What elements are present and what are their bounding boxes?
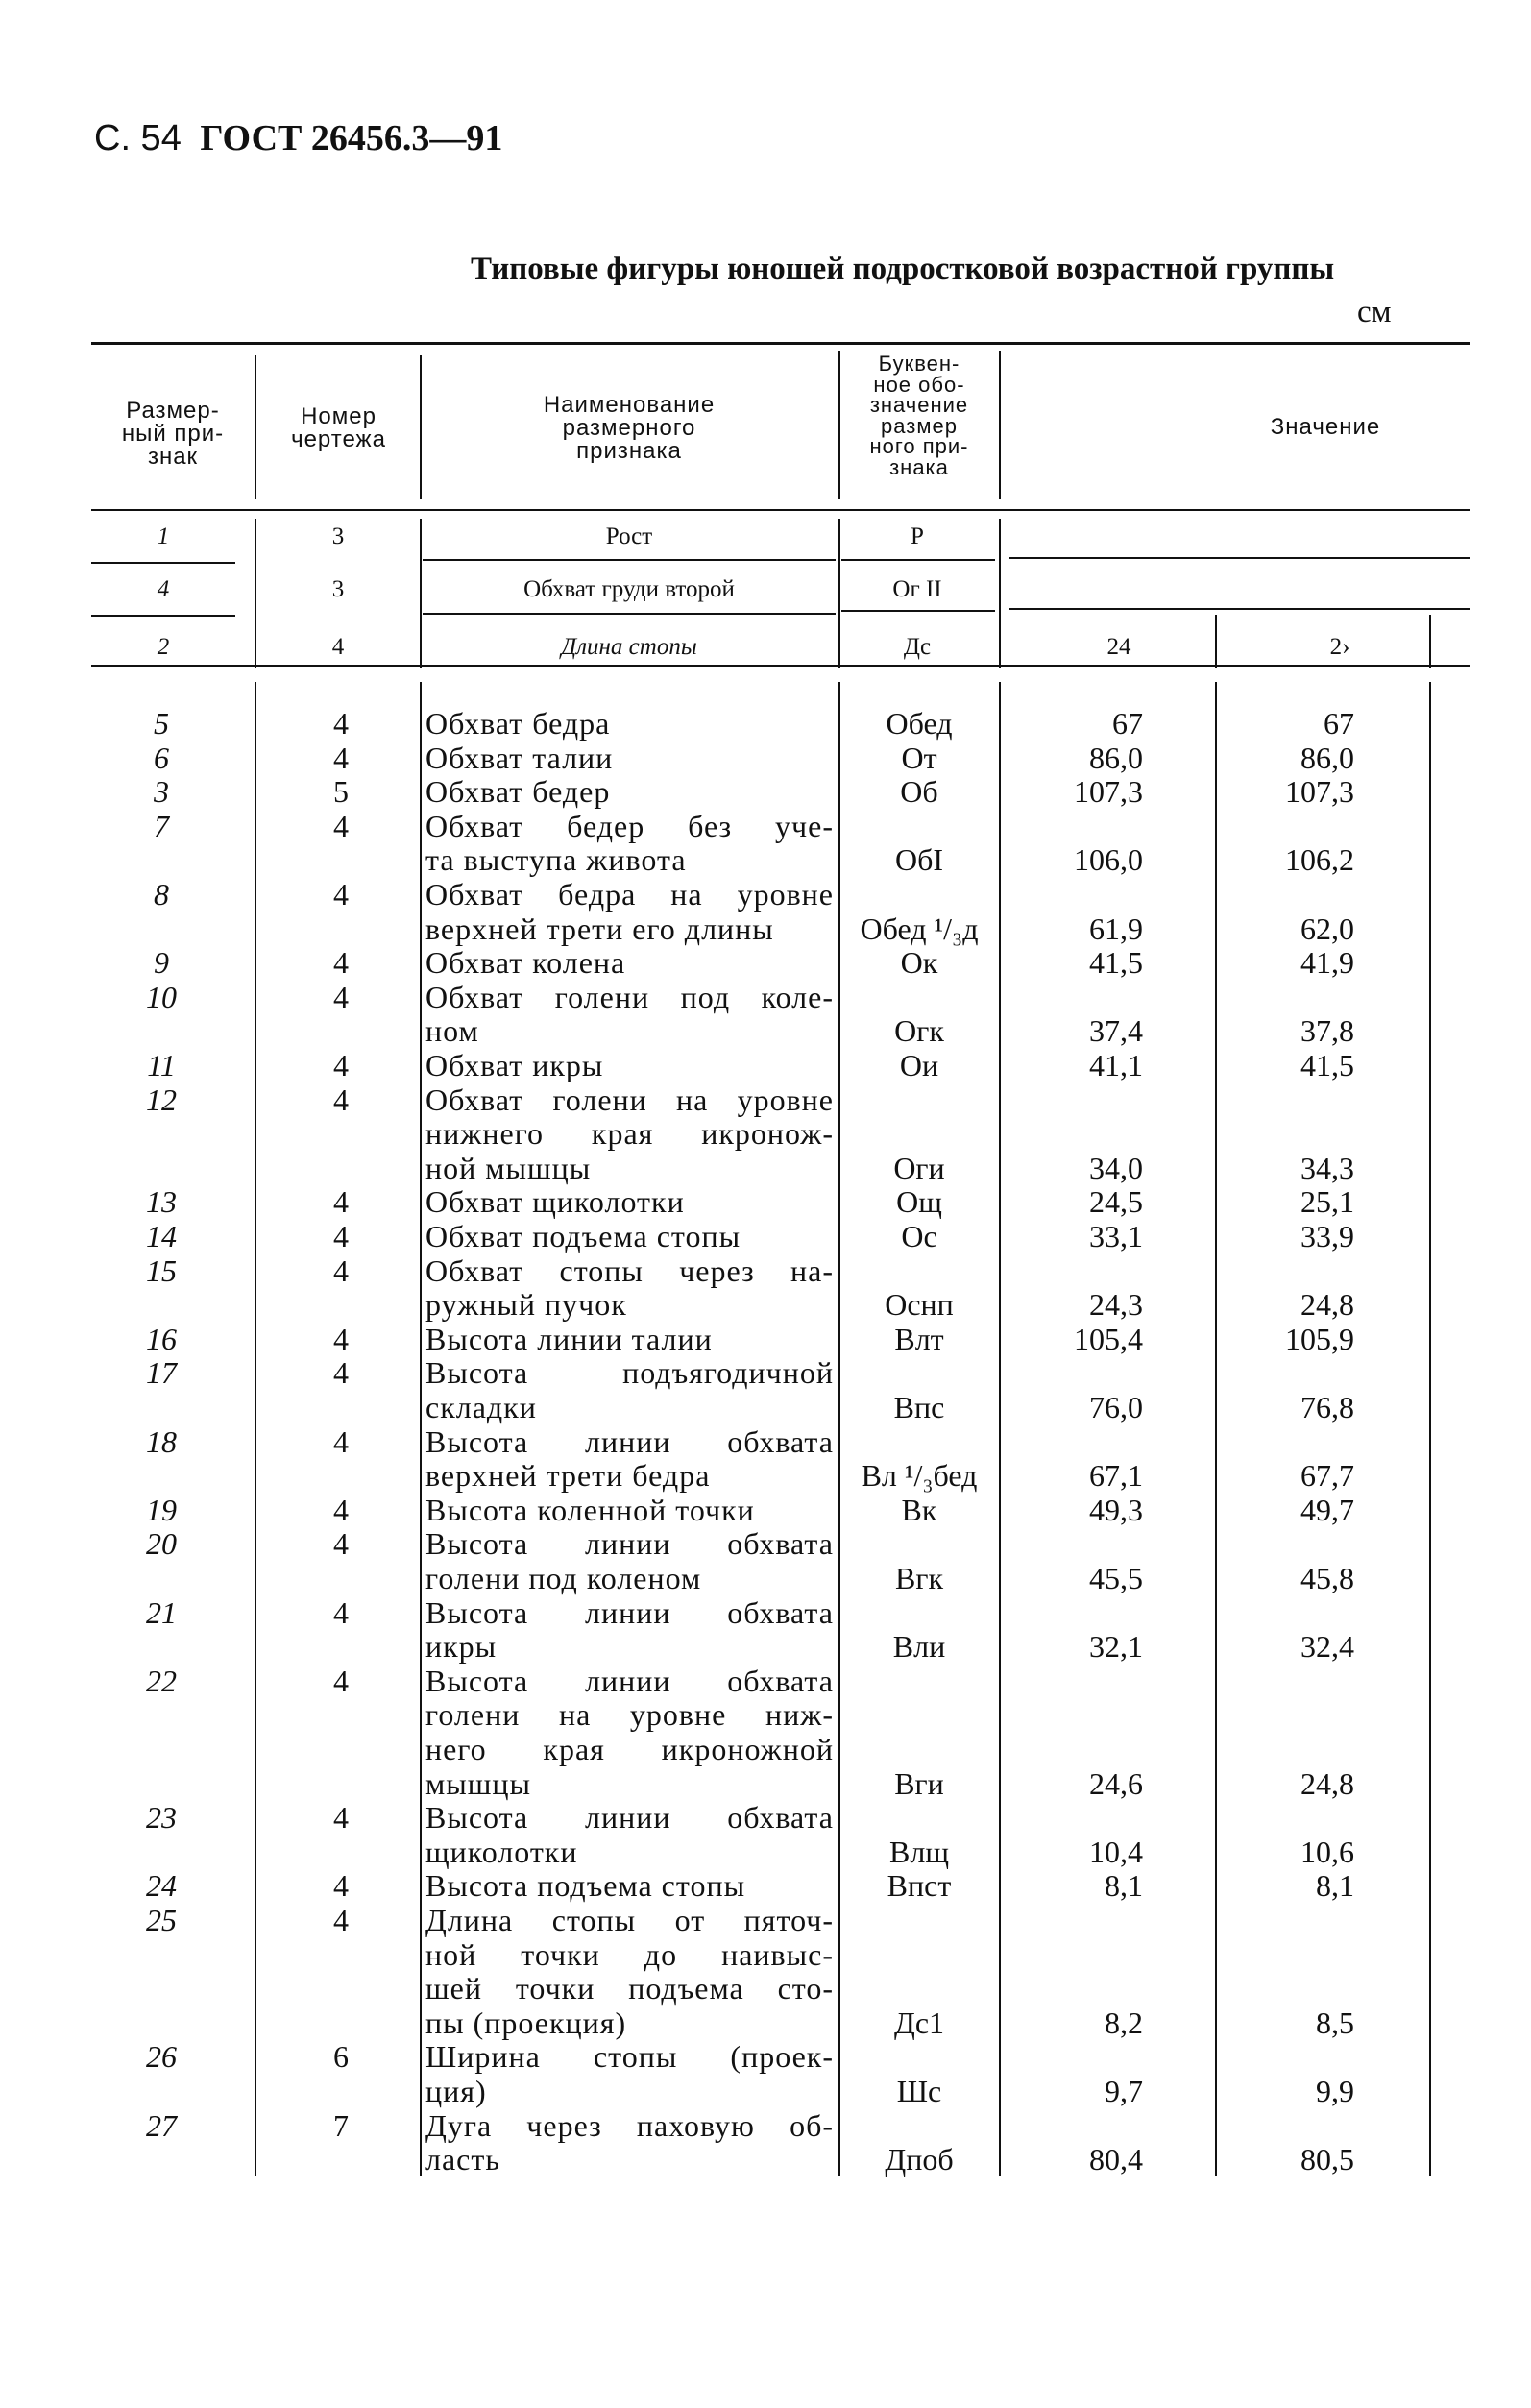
- table-title: Типовые фигуры юношей подростковой возрастной группы: [471, 252, 1335, 286]
- row-num: 9: [154, 945, 169, 981]
- row-code: Вгк: [894, 1560, 943, 1595]
- table-row: [0, 1527, 1531, 1595]
- units-label: см: [1357, 295, 1392, 329]
- row-drawing: 4: [333, 945, 349, 981]
- header-divider-3: [838, 351, 840, 499]
- rule: [91, 615, 235, 617]
- row-num: 24: [146, 1868, 177, 1904]
- row-num: 1: [157, 523, 170, 549]
- row-num: 11: [147, 1048, 176, 1082]
- row-value-2: 45,8: [1300, 1560, 1354, 1595]
- row-drawing: 4: [333, 1492, 349, 1527]
- row-value-1: 24,3: [1089, 1287, 1143, 1323]
- row-name: Обхват бедер без уче- та выступа живота: [425, 808, 834, 878]
- table-row: [0, 981, 1531, 1049]
- row-name: Обхват бедер: [425, 774, 611, 810]
- row-code: Вги: [894, 1765, 944, 1801]
- table-top-rule: [91, 342, 1470, 345]
- row-drawing: 7: [333, 2107, 349, 2143]
- row-value-1: 9,7: [1105, 2073, 1143, 2108]
- table-row: [0, 1356, 1531, 1424]
- row-num: 3: [154, 774, 169, 810]
- table-row: [0, 2040, 1531, 2108]
- row-drawing: 4: [333, 1903, 349, 1937]
- row-drawing: 4: [333, 706, 349, 741]
- row-value-2: 106,2: [1285, 842, 1354, 878]
- row-code: Ок: [900, 945, 938, 981]
- row-num: 7: [154, 808, 169, 843]
- table-row: [0, 1494, 1531, 1528]
- row-name: Рост: [605, 523, 653, 549]
- row-num: 14: [146, 1219, 177, 1253]
- header-divider-2: [420, 355, 422, 499]
- row-value-2: 32,4: [1300, 1629, 1354, 1665]
- header-bottom-rule: [91, 509, 1470, 511]
- row-num: 26: [146, 2039, 177, 2075]
- row-value-1: 86,0: [1089, 740, 1143, 775]
- row-drawing: 4: [333, 1800, 349, 1836]
- row-code: Вк: [901, 1492, 937, 1527]
- row-drawing: 4: [333, 808, 349, 843]
- table-row: [0, 946, 1531, 981]
- row-name: Обхват колена: [425, 945, 626, 981]
- table-row: [0, 775, 1531, 810]
- row-value-2: 67: [1324, 706, 1354, 741]
- row-code: Р: [911, 523, 924, 549]
- row-name: Ширина стопы (проек- ция): [425, 2039, 834, 2108]
- row-num: 16: [146, 1321, 177, 1356]
- row-code: Впст: [887, 1868, 952, 1904]
- header-name: Наименование размерного признака: [543, 392, 716, 464]
- row-drawing: 5: [333, 774, 349, 810]
- row-value-2: 24,8: [1300, 1765, 1354, 1801]
- rule: [1009, 557, 1470, 559]
- row-name: Обхват голени под коле- ном: [425, 979, 834, 1049]
- row-name: Высота подъягодичной складки: [425, 1355, 834, 1424]
- row-value-2: 2›: [1329, 634, 1350, 660]
- row-value-2: 33,9: [1300, 1219, 1354, 1253]
- row-name: Обхват бедра на уровне верхней трети его длины: [425, 877, 834, 946]
- row-value-1: 76,0: [1089, 1389, 1143, 1424]
- row-value-1: 61,9: [1089, 911, 1143, 946]
- rule: [841, 610, 995, 612]
- row-drawing: 3: [331, 523, 345, 549]
- row-name: Высота линии обхвата голени на уровне ниж- него края икроножной мышцы: [425, 1663, 834, 1801]
- row-code: Ои: [899, 1048, 939, 1082]
- row-code: Ог II: [892, 576, 942, 602]
- row-num: 5: [154, 706, 169, 741]
- row-code: Дпоб: [885, 2142, 954, 2177]
- header-divider-4: [999, 351, 1001, 499]
- row-name: Высота коленной точки: [425, 1492, 755, 1527]
- row-name: Высота линии обхвата икры: [425, 1594, 834, 1665]
- row-name: Обхват бедра: [425, 706, 611, 741]
- row-code: От: [901, 740, 937, 775]
- row-value-1: 107,3: [1074, 774, 1143, 810]
- row-value-2: 9,9: [1316, 2073, 1354, 2108]
- rule: [423, 559, 836, 561]
- row-drawing: 4: [333, 877, 349, 912]
- row-value-1: 34,0: [1089, 1150, 1143, 1185]
- row-num: 22: [146, 1663, 177, 1698]
- row-drawing: 4: [333, 1423, 349, 1459]
- row-name: Обхват груди второй: [523, 576, 735, 602]
- row-value-2: 8,5: [1316, 2005, 1354, 2040]
- row-name: Высота линии обхвата верхней трети бедра: [425, 1423, 834, 1494]
- table-row: [0, 1425, 1531, 1494]
- header-drawing-no: Номер чертежа: [291, 403, 386, 452]
- row-num: 20: [146, 1526, 177, 1562]
- row-code: Обед: [886, 706, 953, 741]
- row-value-1: 80,4: [1089, 2142, 1143, 2177]
- header-divider-1: [255, 355, 256, 499]
- row-code: Оснп: [885, 1287, 954, 1323]
- row-name: Длина стопы: [561, 634, 697, 660]
- row-code: Вл ¹/₃бед: [861, 1458, 978, 1494]
- row-value-2: 25,1: [1300, 1184, 1354, 1220]
- table-row: [0, 1323, 1531, 1357]
- table-row: [0, 1665, 1531, 1801]
- row-num: 13: [146, 1184, 177, 1220]
- row-value-2: 10,6: [1300, 1834, 1354, 1869]
- row-value-1: 24: [1106, 634, 1131, 660]
- row-value-1: 67,1: [1089, 1458, 1143, 1494]
- table-row: [0, 1801, 1531, 1869]
- row-code: Ос: [901, 1219, 937, 1253]
- row-drawing: 4: [333, 1868, 349, 1904]
- row-code: Обед ¹/₃д: [860, 911, 979, 946]
- row-value-2: 107,3: [1285, 774, 1354, 810]
- header-value: Значение: [1270, 414, 1381, 440]
- table-row: [0, 2109, 1531, 2177]
- row-num: 15: [146, 1253, 177, 1288]
- row-drawing: 4: [333, 740, 349, 775]
- row-value-1: 49,3: [1089, 1492, 1143, 1527]
- row-num: 18: [146, 1423, 177, 1459]
- row-code: Огк: [894, 1013, 944, 1049]
- row-drawing: 4: [333, 1048, 349, 1082]
- row-value-1: 24,5: [1089, 1184, 1143, 1220]
- row-code: Влщ: [889, 1834, 949, 1869]
- row-drawing: 3: [331, 576, 345, 602]
- row-drawing: 4: [333, 1321, 349, 1356]
- row-value-2: 34,3: [1300, 1150, 1354, 1185]
- row-name: Длина стопы от пяточ- ной точки до наивыс- шей точки подъема сто- пы (проекция): [425, 1903, 834, 2040]
- rule: [841, 559, 995, 561]
- row-value-2: 76,8: [1300, 1389, 1354, 1424]
- rule: [423, 613, 836, 615]
- row-drawing: 4: [333, 1253, 349, 1288]
- row-value-2: 49,7: [1300, 1492, 1354, 1527]
- header-size-feature: Размер- ный при- знак: [121, 398, 225, 470]
- row-drawing: 4: [333, 1594, 349, 1630]
- row-code: Вли: [892, 1629, 946, 1665]
- row-num: 8: [154, 877, 169, 912]
- row-name: Высота линии талии: [425, 1321, 713, 1356]
- row-num: 19: [146, 1492, 177, 1527]
- row-drawing: 4: [333, 1355, 349, 1391]
- table-row: [0, 1596, 1531, 1665]
- row-code: Ощ: [896, 1184, 942, 1220]
- table-row: [0, 1869, 1531, 1904]
- row-name: Высота линии обхвата голени под коленом: [425, 1526, 834, 1595]
- table-row: [0, 1220, 1531, 1254]
- row-value-1: 37,4: [1089, 1013, 1143, 1049]
- row-value-1: 105,4: [1074, 1321, 1143, 1356]
- row-drawing: 4: [333, 1082, 349, 1117]
- row-value-2: 41,9: [1300, 945, 1354, 981]
- row-name: Обхват щиколотки: [425, 1184, 685, 1220]
- row-code: Об: [900, 774, 938, 810]
- table-row: [0, 878, 1531, 946]
- row-value-1: 10,4: [1089, 1834, 1143, 1869]
- row-value-2: 41,5: [1300, 1048, 1354, 1082]
- row-code: Впс: [893, 1389, 945, 1424]
- row-name: Обхват талии: [425, 740, 614, 775]
- row-drawing: 4: [333, 1526, 349, 1562]
- row-value-1: 24,6: [1089, 1765, 1143, 1801]
- table-row: [0, 1083, 1531, 1186]
- row-drawing: 6: [333, 2039, 349, 2075]
- row-drawing: 4: [331, 634, 345, 660]
- row-drawing: 4: [333, 1663, 349, 1698]
- row-code: Дс: [903, 634, 932, 660]
- row-value-1: 33,1: [1089, 1219, 1143, 1253]
- row-value-2: 37,8: [1300, 1013, 1354, 1049]
- row-value-2: 67,7: [1300, 1458, 1354, 1494]
- rule: [91, 665, 1470, 667]
- table-row: [0, 742, 1531, 776]
- row-value-1: 41,5: [1089, 945, 1143, 981]
- row-name: Дуга через паховую об- ласть: [425, 2107, 834, 2177]
- row-code: Влт: [894, 1321, 944, 1356]
- row-code: Дс1: [893, 2005, 945, 2040]
- row-name: Обхват подъема стопы: [425, 1219, 741, 1253]
- row-num: 12: [146, 1082, 177, 1117]
- standard-number: ГОСТ 26456.3—91: [200, 118, 503, 158]
- rule: [91, 562, 235, 564]
- row-num: 10: [146, 979, 177, 1014]
- row-value-1: 41,1: [1089, 1048, 1143, 1082]
- table-row: [0, 1254, 1531, 1323]
- row-drawing: 4: [333, 1184, 349, 1220]
- row-code: ОбI: [894, 842, 944, 878]
- table-row: [0, 1049, 1531, 1083]
- row-code: Оги: [893, 1150, 945, 1185]
- table-row: [0, 1185, 1531, 1220]
- row-value-1: 106,0: [1074, 842, 1143, 878]
- table-row: [0, 810, 1531, 878]
- row-drawing: 4: [333, 1219, 349, 1253]
- row-value-2: 80,5: [1300, 2142, 1354, 2177]
- row-value-1: 67: [1112, 706, 1143, 741]
- row-num: 17: [146, 1355, 177, 1391]
- row-value-2: 105,9: [1285, 1321, 1354, 1356]
- header-designation: Буквен- ное обо- значение размер ного при- знака: [869, 352, 969, 479]
- row-name: Высота линии обхвата щиколотки: [425, 1800, 834, 1869]
- row-value-1: 45,5: [1089, 1560, 1143, 1595]
- row-value-1: 8,2: [1105, 2005, 1143, 2040]
- row-code: Шс: [896, 2073, 942, 2108]
- row-value-1: 8,1: [1105, 1868, 1143, 1904]
- row-value-2: 24,8: [1300, 1287, 1354, 1323]
- row-num: 2: [157, 634, 170, 660]
- rule: [999, 519, 1001, 668]
- table-row: [0, 1904, 1531, 2040]
- row-value-2: 8,1: [1316, 1868, 1354, 1904]
- row-value-1: 32,1: [1089, 1629, 1143, 1665]
- row-num: 21: [146, 1594, 177, 1630]
- table-row: [0, 707, 1531, 742]
- row-num: 25: [146, 1903, 177, 1937]
- row-value-2: 62,0: [1300, 911, 1354, 946]
- row-num: 27: [146, 2107, 177, 2143]
- row-drawing: 4: [333, 979, 349, 1014]
- page-label: С. 54: [94, 118, 182, 158]
- row-name: Высота подъема стопы: [425, 1868, 746, 1904]
- row-num: 6: [154, 740, 169, 775]
- rule: [1009, 608, 1470, 610]
- row-name: Обхват голени на уровне нижнего края икронож- ной мышцы: [425, 1082, 834, 1185]
- row-num: 4: [157, 576, 170, 602]
- row-name: Обхват стопы через на- ружный пучок: [425, 1253, 834, 1323]
- row-value-2: 86,0: [1300, 740, 1354, 775]
- row-name: Обхват икры: [425, 1048, 604, 1082]
- row-num: 23: [146, 1800, 177, 1836]
- page-header: [94, 117, 502, 159]
